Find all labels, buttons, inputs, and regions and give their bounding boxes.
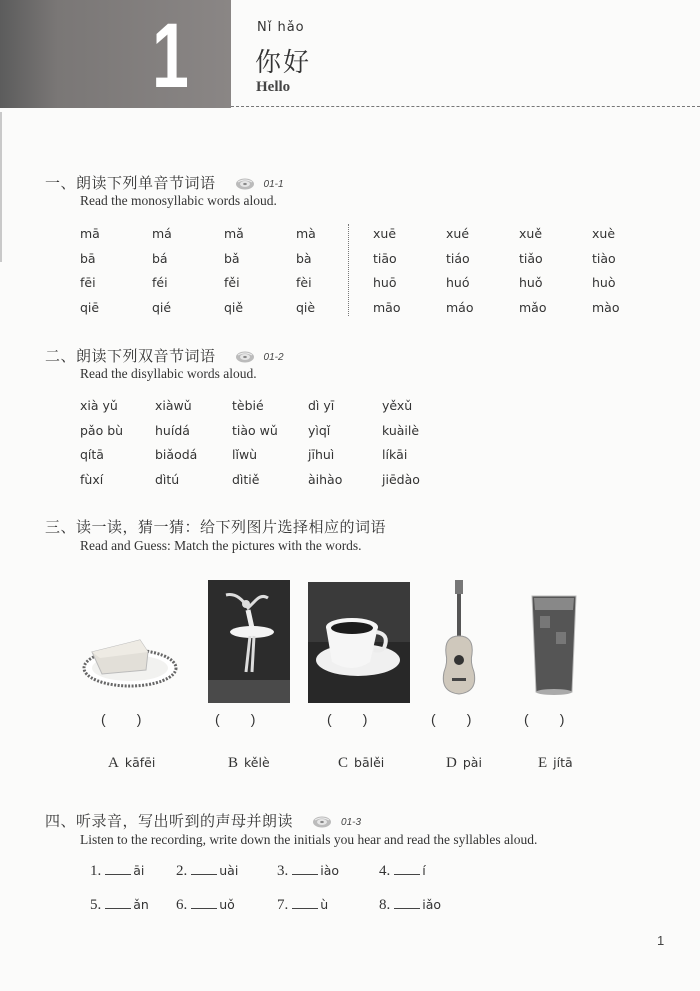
syllable: mào xyxy=(592,299,620,315)
initial-blank[interactable] xyxy=(105,862,131,875)
cd-icon[interactable] xyxy=(234,351,256,363)
monosyllable-grid-right xyxy=(373,222,652,320)
syllable: tiāo xyxy=(373,250,397,266)
section-2-title-cn: 二、朗读下列双音节词语 xyxy=(45,347,216,365)
word: biǎodá xyxy=(155,447,198,462)
pie-picture xyxy=(80,630,180,690)
section-3-title-en: Read and Guess: Match the pictures with the words. xyxy=(80,538,362,553)
grid-divider xyxy=(348,224,349,316)
syllable: huǒ xyxy=(519,275,543,290)
coffee-picture xyxy=(308,582,410,703)
answer-blank[interactable]: ( ) xyxy=(431,711,472,727)
exercise-item: 7. ù xyxy=(277,897,329,913)
syllable: xuē xyxy=(373,226,397,241)
syllable: qiè xyxy=(296,299,316,315)
exercise-item: 6. uǒ xyxy=(176,897,235,913)
ballet-picture xyxy=(208,580,290,703)
syllable: xuè xyxy=(592,226,616,241)
answer-blank[interactable]: ( ) xyxy=(327,711,368,727)
syllable: féi xyxy=(152,275,168,290)
initial-blank[interactable] xyxy=(394,896,420,909)
disyllable-grid xyxy=(80,394,452,492)
syllable: mǎo xyxy=(519,299,547,315)
syllable: tiào xyxy=(592,250,616,266)
word: pǎo bù xyxy=(80,422,124,438)
track-number: 01-2 xyxy=(263,351,284,363)
cd-icon[interactable] xyxy=(234,178,256,190)
word: qítā xyxy=(80,447,104,462)
syllable: māo xyxy=(373,299,401,315)
word: tèbié xyxy=(232,398,264,413)
syllable: fèi xyxy=(296,275,312,290)
initial-blank[interactable] xyxy=(292,896,318,909)
syllable: máo xyxy=(446,299,474,315)
syllable: tiáo xyxy=(446,250,470,266)
syllable: qié xyxy=(152,299,172,315)
word: fùxí xyxy=(80,471,104,487)
exercise-item: 1. āi xyxy=(90,863,145,879)
syllable: huò xyxy=(592,275,616,290)
lesson-number: 1 xyxy=(152,5,189,107)
section-4-heading xyxy=(45,810,361,831)
guitar-picture xyxy=(436,580,482,698)
syllable: qiě xyxy=(224,299,244,315)
exercise-item: 5. ǎn xyxy=(90,897,149,913)
exercise-item: 2. uài xyxy=(176,863,239,879)
exercise-item: 3. iào xyxy=(277,863,340,879)
syllable: huō xyxy=(373,275,397,290)
section-2-title-en: Read the disyllabic words aloud. xyxy=(80,366,257,381)
exercise-item: 8. iǎo xyxy=(379,897,442,913)
word: huídá xyxy=(155,422,190,438)
option-b: B kělè xyxy=(228,755,270,771)
page-number: 1 xyxy=(657,933,665,948)
exercise-item: 4. í xyxy=(379,863,426,879)
answer-blank[interactable]: ( ) xyxy=(101,711,142,727)
word: jīhuì xyxy=(308,447,335,462)
word: xiàwǔ xyxy=(155,398,192,413)
word: dìtú xyxy=(155,471,180,487)
syllable: bá xyxy=(152,250,168,266)
syllable: huó xyxy=(446,275,470,290)
initial-blank[interactable] xyxy=(191,862,217,875)
word: yìqǐ xyxy=(308,422,331,438)
option-d: D pài xyxy=(446,755,482,771)
initial-blank[interactable] xyxy=(191,896,217,909)
initial-blank[interactable] xyxy=(292,862,318,875)
track-number: 01-1 xyxy=(263,178,284,190)
section-3-title-cn: 三、读一读，猜一猜：给下列图片选择相应的词语 xyxy=(45,518,387,536)
initial-blank[interactable] xyxy=(394,862,420,875)
word: tiào wǔ xyxy=(232,422,278,438)
section-1-heading xyxy=(45,172,284,193)
cola-picture xyxy=(530,592,578,698)
syllable: fēi xyxy=(80,275,96,290)
syllable: fěi xyxy=(224,275,240,290)
section-4-title-en: Listen to the recording, write down the initials you hear and read the syllables aloud. xyxy=(80,832,538,847)
word: líkāi xyxy=(382,447,408,462)
section-4-title-cn: 四、听录音，写出听到的声母并朗读 xyxy=(45,812,294,830)
answer-blank[interactable]: ( ) xyxy=(215,711,256,727)
syllable: xuě xyxy=(519,226,543,241)
title-english: Hello xyxy=(256,79,291,95)
syllable: bǎ xyxy=(224,250,240,266)
option-e: E jítā xyxy=(538,755,573,771)
page-edge xyxy=(0,112,2,262)
syllable: qiē xyxy=(80,299,100,315)
word: lǐwù xyxy=(232,447,258,462)
option-a: A kāfēi xyxy=(108,755,156,771)
word: jiēdào xyxy=(382,471,420,487)
title-chinese: 你好 xyxy=(255,48,312,78)
syllable: tiǎo xyxy=(519,250,543,266)
syllable: mā xyxy=(80,226,100,241)
syllable: má xyxy=(152,226,172,241)
header-divider xyxy=(231,106,700,107)
option-c: C bālěi xyxy=(338,755,385,771)
monosyllable-grid-left xyxy=(80,222,356,320)
syllable: mà xyxy=(296,226,316,241)
word: xià yǔ xyxy=(80,398,118,413)
section-1-title-cn: 一、朗读下列单音节词语 xyxy=(45,174,216,192)
lesson-number-block xyxy=(0,0,231,108)
word: àihào xyxy=(308,471,343,487)
section-1-title-en: Read the monosyllabic words aloud. xyxy=(80,193,277,208)
syllable: bā xyxy=(80,250,96,266)
word: yěxǔ xyxy=(382,398,413,413)
track-number: 01-3 xyxy=(341,816,362,828)
syllable: mǎ xyxy=(224,226,244,241)
word: kuàilè xyxy=(382,422,420,438)
answer-blank[interactable]: ( ) xyxy=(524,711,565,727)
title-pinyin: Nǐ hǎo xyxy=(257,20,305,35)
word: dìtiě xyxy=(232,471,260,487)
cd-icon[interactable] xyxy=(311,816,333,828)
syllable: xué xyxy=(446,226,470,241)
initial-blank[interactable] xyxy=(105,896,131,909)
word: dì yī xyxy=(308,398,335,413)
syllable: bà xyxy=(296,250,312,266)
section-2-heading xyxy=(45,345,284,366)
